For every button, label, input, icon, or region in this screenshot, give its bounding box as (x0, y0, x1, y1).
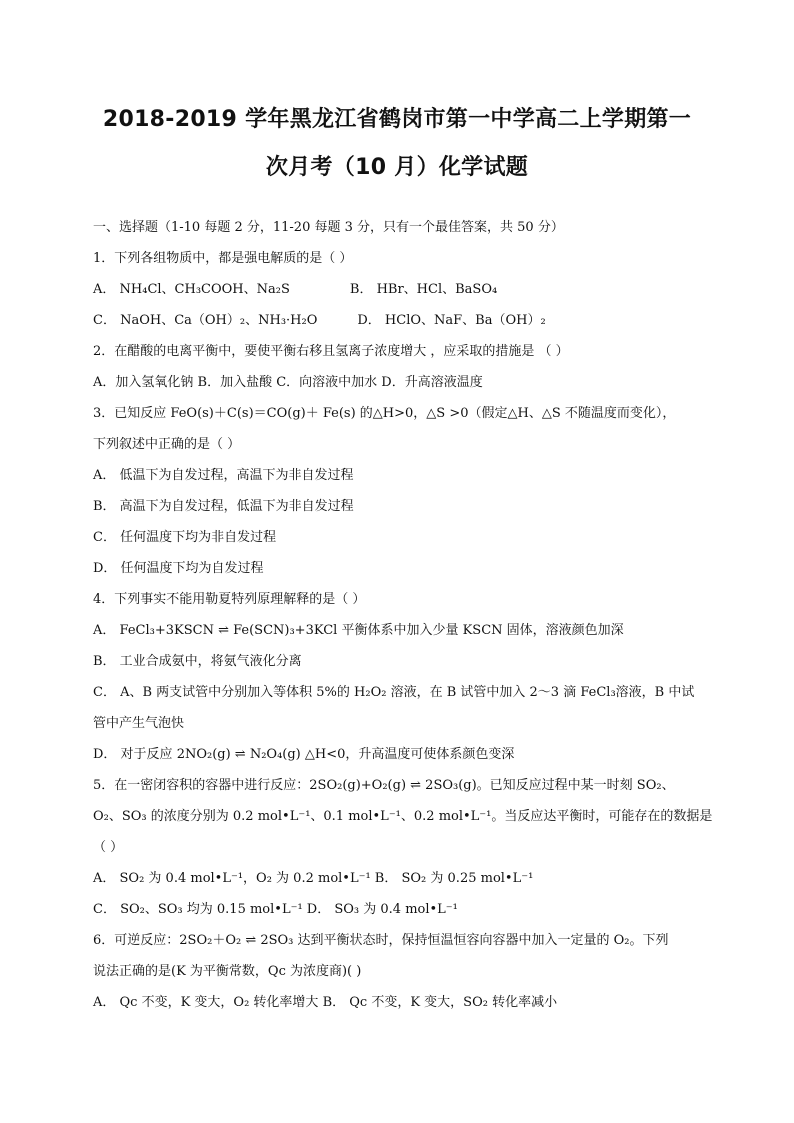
title-line-1: 2018-2019 学年黑龙江省鹤岗市第一中学高二上学期第一 (102, 107, 692, 132)
q5-stem-1: 5．在一密闭容积的容器中进行反应：2SO₂(g)+O₂(g) ⇌ 2SO₃(g)。已知反应过程中某一时刻 SO₂、 (93, 778, 675, 793)
q1-stem: 1．下列各组物质中，都是强电解质的是（ ） (93, 251, 353, 266)
q3-option-a: A． 低温下为自发过程，高温下为非自发过程 (93, 468, 354, 483)
q2-options: A．加入氢氧化钠 B．加入盐酸 C．向溶液中加水 D．升高溶液温度 (93, 375, 483, 390)
q4-option-c-2: 管中产生气泡快 (93, 716, 185, 731)
q1-options-ab (93, 274, 707, 305)
q4-option-c-1: C． A、B 两支试管中分别加入等体积 5%的 H₂O₂ 溶液，在 B 试管中加入 2～3 滴 FeCl₃溶液，B 中试 (93, 685, 695, 700)
q4-option-b: B． 工业合成氨中，将氨气液化分离 (93, 654, 302, 669)
q5-options-ab: A． SO₂ 为 0.4 mol•L⁻¹，O₂ 为 0.2 mol•L⁻¹ B． SO₂ 为 0.25 mol•L⁻¹ (93, 871, 534, 886)
section-heading: 一、选择题（1-10 每题 2 分，11-20 每题 3 分，只有一个最佳答案，共 50 分） (93, 220, 564, 235)
exam-body (93, 212, 713, 1018)
q1-option-a: A． NH₄Cl、CH₃COOH、Na₂S (93, 282, 290, 297)
q5-options-cd: C． SO₂、SO₃ 均为 0.15 mol•L⁻¹ D． SO₃ 为 0.4 mol•L⁻¹ (93, 902, 458, 917)
q1-options-cd (93, 305, 707, 336)
q5-stem-2: O₂、SO₃ 的浓度分别为 0.2 mol•L⁻¹、0.1 mol•L⁻¹、0.2 mol•L⁻¹。当反应达平衡时，可能存在的数据是 (93, 809, 713, 824)
q5-stem-3: （ ） (93, 840, 124, 855)
q3-stem-2: 下列叙述中正确的是（ ） (93, 437, 241, 452)
q1-option-b: B． HBr、HCl、BaSO₄ (349, 282, 498, 297)
q6-stem-2: 说法正确的是(K 为平衡常数，Qc 为浓度商)( ) (93, 964, 362, 979)
q6-stem-1: 6．可逆反应：2SO₂＋O₂ ⇌ 2SO₃ 达到平衡状态时，保持恒温恒容向容器中加入一定量的 O₂。下列 (93, 933, 669, 948)
q3-option-d: D． 任何温度下均为自发过程 (93, 561, 264, 576)
q6-options-ab: A． Qc 不变，K 变大，O₂ 转化率增大 B． Qc 不变，K 变大，SO₂ 转化率减小 (93, 995, 558, 1010)
q2-stem: 2．在醋酸的电离平衡中，要使平衡右移且氢离子浓度增大 ，应采取的措施是 （ ） (93, 344, 569, 359)
q4-stem: 4．下列事实不能用勒夏特列原理解释的是（ ） (93, 592, 366, 607)
q3-stem-1: 3．已知反应 FeO(s)＋C(s)＝CO(g)＋ Fe(s) 的△H>0，△S >0（假定△H、△S 不随温度而变化）， (93, 406, 676, 421)
q3-option-c: C． 任何温度下均为非自发过程 (93, 530, 277, 545)
q3-option-b: B． 高温下为自发过程，低温下为非自发过程 (93, 499, 354, 514)
q4-option-a: A． FeCl₃+3KSCN ⇌ Fe(SCN)₃+3KCl 平衡体系中加入少量 KSCN 固体，溶液颜色加深 (93, 623, 624, 638)
title-line-2: 次月考（10 月）化学试题 (265, 155, 529, 180)
page-title (60, 96, 734, 192)
q1-option-c: C． NaOH、Ca（OH）₂、NH₃·H₂O (93, 313, 318, 328)
q4-option-d: D． 对于反应 2NO₂(g) ⇌ N₂O₄(g) △H<0，升高温度可使体系颜色变深 (93, 747, 515, 762)
q1-option-d: D． HClO、NaF、Ba（OH）₂ (357, 313, 546, 328)
